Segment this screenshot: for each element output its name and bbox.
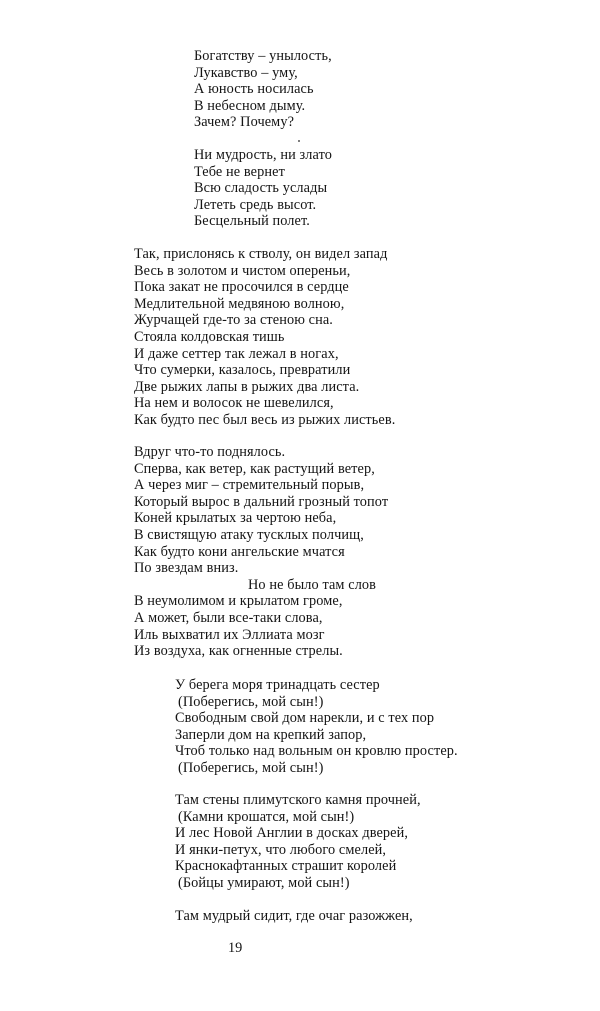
poem-line: Заперли дом на крепкий запор, [175, 726, 367, 743]
poem-line: Там мудрый сидит, где очаг разожжен, [175, 908, 413, 924]
page-number: 19 [228, 940, 243, 956]
poem-line: Всю сладость услады [194, 180, 328, 197]
poem-line: Краснокафтанных страшит королей [175, 858, 397, 875]
poem-line: А может, были все-таки слова, [134, 609, 323, 626]
poem-line: На нем и волосок не шевелился, [134, 395, 334, 412]
stanza-3 [134, 246, 395, 429]
poem-line: Свободным свой дом нарекли, и с тех пор [175, 710, 435, 727]
stanza-6 [175, 792, 421, 892]
poem-line: В неумолимом и крылатом громе, [134, 593, 343, 610]
poem-line: (Поберегись, мой сын!) [178, 759, 324, 776]
stanza-5 [175, 677, 458, 777]
poem-line: Из воздуха, как огненные стрелы. [134, 643, 343, 660]
poem-line: И лес Новой Англии в досках дверей, [175, 825, 409, 842]
poem-line: Пока закат не просочился в сердце [134, 279, 349, 296]
poem-line: Медлительной медвяною волною, [134, 295, 345, 312]
poem-line: Журчащей где-то за стеною сна. [134, 312, 333, 329]
stanza-2 [194, 147, 332, 230]
poem-line: Тебе не вернет [194, 163, 285, 180]
poem-line: Сперва, как ветер, как растущий ветер, [134, 460, 375, 477]
poem-line: Две рыжих лапы в рыжих два листа. [134, 378, 360, 395]
poem-line: Лететь средь высот. [194, 196, 317, 213]
poem-line: По звездам вниз. [134, 560, 239, 577]
poem-line: В небесном дыму. [194, 97, 306, 114]
poem-line: Который вырос в дальний грозный топот [134, 493, 389, 510]
poem-line: Чтоб только над вольным он кровлю простер. [175, 743, 458, 760]
poem-line: Там стены плимутского камня прочней, [175, 792, 421, 808]
poem-line: Иль выхватил их Эллиата мозг [134, 626, 325, 643]
poem-line: Лукавство – уму, [194, 64, 298, 81]
poem-line: Так, прислонясь к стволу, он видел запад [134, 246, 388, 262]
poem-line: Как будто кони ангельские мчатся [134, 543, 345, 560]
poem-line: А юность носилась [194, 81, 314, 98]
poem-line: Что сумерки, казалось, превратили [134, 362, 351, 379]
poem-line: Ни мудрость, ни злато [194, 147, 332, 163]
poem-line: Коней крылатых за чертою неба, [134, 510, 337, 527]
poem-line: Богатству – унылость, [194, 48, 332, 64]
poem-line: (Камни крошатся, мой сын!) [178, 808, 355, 825]
poem-line: Но не было там слов [248, 576, 377, 593]
poem-line: В свистящую атаку тусклых полчищ, [134, 526, 364, 543]
poem-line: (Поберегись, мой сын!) [178, 693, 324, 710]
stanza-1 [194, 48, 332, 131]
poem-line: Весь в золотом и чистом опереньи, [134, 262, 351, 279]
poem-line: Как будто пес был весь из рыжих листьев. [134, 411, 396, 428]
stanza-7 [175, 908, 413, 925]
poem-line: Зачем? Почему? [194, 114, 295, 131]
poem-line: Стояла колдовская тишь [134, 328, 285, 345]
stanza-4 [134, 444, 388, 660]
poem-line: А через миг – стремительный порыв, [134, 477, 365, 494]
poem-line: И янки-петух, что любого смелей, [175, 841, 387, 858]
poem-line: У берега моря тринадцать сестер [175, 677, 380, 693]
stray-mark [298, 140, 300, 142]
poem-line: И даже сеттер так лежал в ногах, [134, 345, 339, 362]
poem-line: Вдруг что-то поднялось. [134, 444, 286, 460]
poem-line: (Бойцы умирают, мой сын!) [178, 874, 350, 891]
poem-line: Бесцельный полет. [194, 213, 310, 230]
